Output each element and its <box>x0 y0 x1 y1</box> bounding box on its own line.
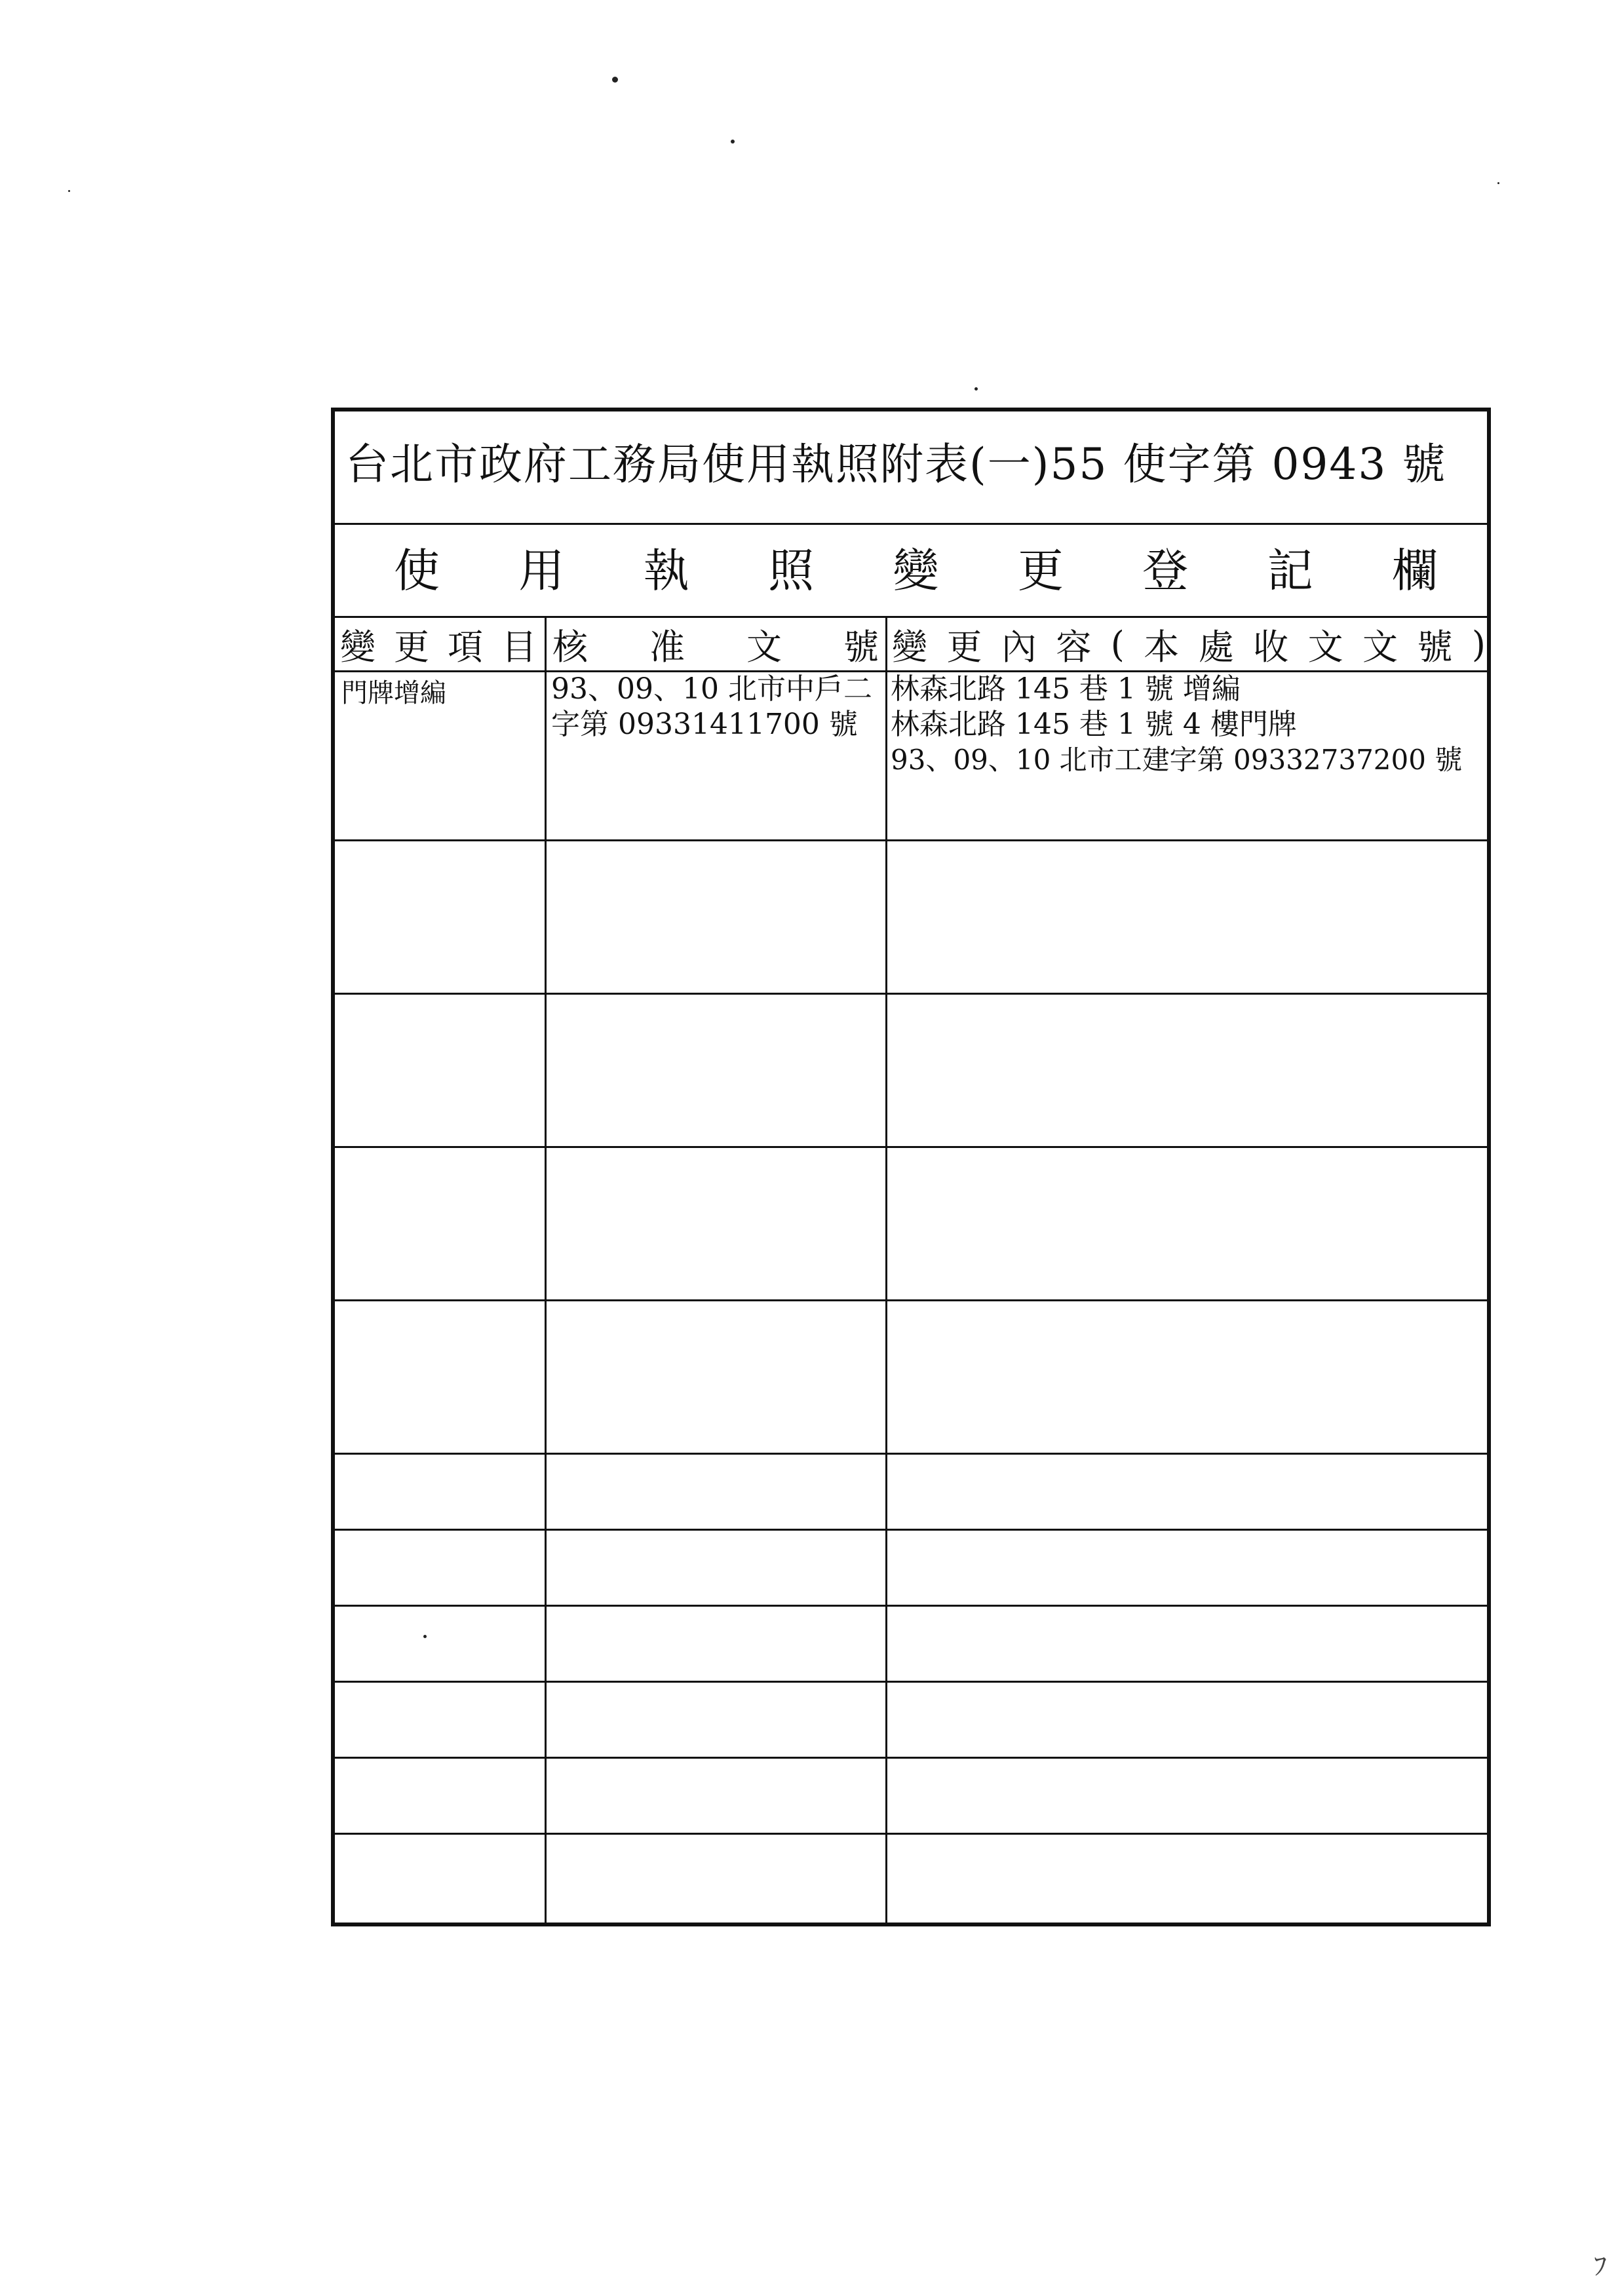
form-title: 台北市政府工務局使用執照附表(一)55 使字第 0943 號 <box>345 439 1447 489</box>
column-header-item <box>340 618 537 670</box>
header-char: 號 <box>843 626 879 668</box>
row-divider <box>335 1757 1487 1759</box>
subtitle-char: 更 <box>1017 544 1064 598</box>
column-divider <box>545 618 547 1923</box>
header-char: 內 <box>1001 626 1037 668</box>
form-subtitle <box>394 538 1438 603</box>
subtitle-char: 記 <box>1267 544 1313 598</box>
scan-speck <box>1497 182 1499 184</box>
row-item-cell: 門牌增編 <box>341 678 446 708</box>
row-divider <box>335 839 1487 841</box>
header-char: 變 <box>340 626 376 668</box>
usage-permit-form <box>331 408 1491 1926</box>
subtitle-row <box>335 525 1487 618</box>
header-char: 變 <box>892 626 927 668</box>
header-char: 更 <box>394 626 429 668</box>
row-divider <box>335 1299 1487 1301</box>
column-header-content <box>892 618 1486 670</box>
header-char: ( <box>1110 623 1125 665</box>
header-char: 收 <box>1253 626 1289 668</box>
scan-speck <box>731 140 735 144</box>
header-char: 號 <box>1417 626 1453 668</box>
subtitle-char: 使 <box>394 544 440 598</box>
header-char: 本 <box>1144 626 1180 668</box>
header-char: 准 <box>649 626 685 668</box>
row-divider <box>335 1833 1487 1835</box>
row-divider <box>335 1453 1487 1455</box>
row-content-line: 林森北路 145 巷 1 號 增編 <box>891 672 1241 706</box>
subtitle-char: 執 <box>643 544 689 598</box>
row-content-line: 林森北路 145 巷 1 號 4 樓門牌 <box>891 708 1297 741</box>
header-char: 項 <box>448 626 483 668</box>
row-divider <box>335 1681 1487 1683</box>
header-char: 容 <box>1056 626 1092 668</box>
column-divider <box>885 618 887 1923</box>
title-row <box>335 411 1487 525</box>
change-register-table <box>335 618 1487 1923</box>
header-char: 處 <box>1198 626 1234 668</box>
header-char: 文 <box>1362 626 1398 668</box>
row-divider <box>335 1146 1487 1148</box>
header-char: 核 <box>552 626 588 668</box>
header-char: ) <box>1471 623 1486 665</box>
row-divider <box>335 1529 1487 1531</box>
row-divider <box>335 1605 1487 1607</box>
row-divider <box>335 993 1487 995</box>
subtitle-char: 照 <box>768 544 815 598</box>
subtitle-char: 用 <box>518 544 565 598</box>
scan-speck <box>612 77 618 83</box>
row-approval-line: 93、09、10 北市中戶二 <box>551 672 872 706</box>
header-char: 目 <box>501 626 537 668</box>
page-corner-mark: ﾌ <box>1594 2251 1607 2282</box>
subtitle-char: 登 <box>1142 544 1189 598</box>
header-char: 文 <box>1307 626 1343 668</box>
row-approval-line: 字第 09331411700 號 <box>551 708 858 741</box>
header-char: 更 <box>946 626 982 668</box>
subtitle-char: 變 <box>893 544 939 598</box>
header-char: 文 <box>746 626 782 668</box>
scan-speck <box>68 190 70 192</box>
subtitle-char: 欄 <box>1392 544 1438 598</box>
row-content-line: 93、09、10 北市工建字第 09332737200 號 <box>891 744 1463 776</box>
scan-speck <box>974 387 978 391</box>
column-header-approval <box>552 618 879 670</box>
